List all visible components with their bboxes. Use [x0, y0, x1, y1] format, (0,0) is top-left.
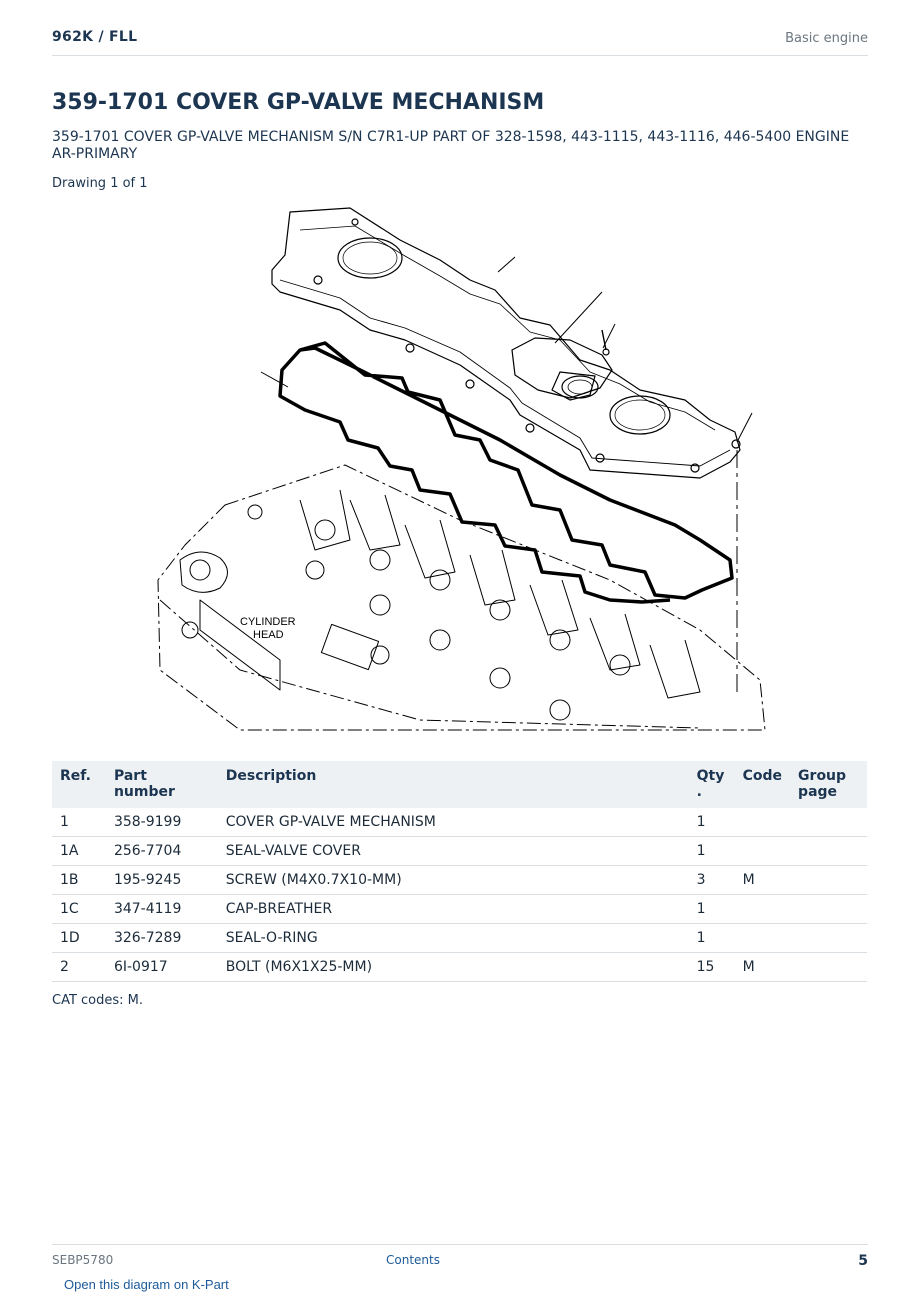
cell-ref: 1B: [52, 866, 106, 895]
cylinder-head-ports: [180, 552, 228, 592]
cell-part: 326-7289: [106, 924, 218, 953]
parts-diagram: [140, 200, 780, 735]
oil-filler-port: [338, 238, 402, 278]
table-row: [52, 953, 867, 982]
bolt-head-2: [406, 344, 414, 352]
cell-code: [735, 924, 790, 953]
cell-qty: 1: [689, 924, 735, 953]
footer-doc-id: SEBP5780: [52, 1253, 114, 1267]
table-row: [52, 866, 867, 895]
breather-outlet-inner: [568, 380, 592, 394]
cell-group: [790, 895, 867, 924]
cell-part: 6I-0917: [106, 953, 218, 982]
contents-link[interactable]: Contents: [386, 1253, 440, 1267]
cell-qty: 15: [689, 953, 735, 982]
cylinder-head-bore-10: [550, 700, 570, 720]
header-code: Code: [735, 761, 790, 808]
table-row: [52, 895, 867, 924]
cell-group: [790, 837, 867, 866]
cylinder-head-port-1: [190, 560, 210, 580]
header-ref: Ref.: [52, 761, 106, 808]
cylinder-head-rib-7: [650, 640, 700, 698]
page-subtitle: 359-1701 COVER GP-VALVE MECHANISM S/N C7R1-UP PART OF 328-1598, 443-1115, 443-1116, 446-5400 ENGINE AR-PRIMARY: [52, 129, 850, 162]
header-section: Basic engine: [785, 31, 868, 46]
cell-code: [735, 895, 790, 924]
valve-cover-seal: [300, 343, 732, 598]
cylinder-head-plate: [321, 624, 378, 669]
bolt-head-3: [466, 380, 474, 388]
oil-filler-port-inner: [343, 242, 397, 274]
cell-desc: SCREW (M4X0.7X10-MM): [218, 866, 689, 895]
table-row: [52, 808, 867, 837]
cell-group: [790, 953, 867, 982]
parts-table-header-row: [52, 761, 867, 808]
parts-table: [52, 761, 867, 982]
cell-ref: 1C: [52, 895, 106, 924]
cat-codes-note: CAT codes: M.: [52, 993, 144, 1008]
cell-ref: 1D: [52, 924, 106, 953]
drawing-count: Drawing 1 of 1: [52, 176, 148, 191]
cell-group: [790, 808, 867, 837]
cell-code: M: [735, 866, 790, 895]
cylinder-head-bore-7: [370, 595, 390, 615]
cylinder-head-label-1: CYLINDER: [240, 616, 296, 628]
cylinder-head-rib-6: [590, 614, 640, 670]
table-row: [52, 837, 867, 866]
header-desc: Description: [218, 761, 689, 808]
bolt-head-1: [314, 276, 322, 284]
cell-desc: CAP-BREATHER: [218, 895, 689, 924]
bolt-head-4: [526, 424, 534, 432]
cell-ref: 1A: [52, 837, 106, 866]
cylinder-head-bore-9: [490, 668, 510, 688]
valve-cover-ridge: [300, 226, 715, 430]
cell-code: M: [735, 953, 790, 982]
cylinder-head-bore-1: [315, 520, 335, 540]
cylinder-head-bore-3: [430, 570, 450, 590]
footer-divider: [52, 1244, 868, 1245]
header-group: Group page: [790, 761, 867, 808]
cell-ref: 2: [52, 953, 106, 982]
callout-line-2: [737, 413, 752, 442]
cylinder-head-rib-4: [470, 550, 515, 605]
header-part: Part number: [106, 761, 218, 808]
cell-group: [790, 866, 867, 895]
cell-qty: 1: [689, 837, 735, 866]
cylinder-head-port-3: [248, 505, 262, 519]
cylinder-head-port-2: [182, 622, 198, 638]
cylinder-head-rib-5: [530, 580, 578, 635]
cylinder-head-bore-6: [610, 655, 630, 675]
cylinder-head-rib-3: [405, 520, 455, 578]
callout-line-1a: [261, 372, 288, 387]
callout-line-1c: [555, 292, 602, 343]
cell-qty: 1: [689, 808, 735, 837]
header-qty: Qty .: [689, 761, 735, 808]
cylinder-head-label-2: HEAD: [253, 629, 284, 641]
cell-code: [735, 808, 790, 837]
cell-desc: COVER GP-VALVE MECHANISM: [218, 808, 689, 837]
cylinder-head-bore-11: [306, 561, 324, 579]
breather-port: [610, 396, 670, 434]
cell-qty: 3: [689, 866, 735, 895]
cylinder-head-bore-2: [370, 550, 390, 570]
cell-ref: 1: [52, 808, 106, 837]
cell-part: 256-7704: [106, 837, 218, 866]
page-number: 5: [858, 1253, 868, 1269]
bolt-head-8: [352, 219, 358, 225]
kpart-link[interactable]: Open this diagram on K-Part: [64, 1277, 229, 1292]
cell-group: [790, 924, 867, 953]
cell-part: 347-4119: [106, 895, 218, 924]
callout-line-1: [498, 257, 515, 272]
cell-qty: 1: [689, 895, 735, 924]
cell-desc: SEAL-VALVE COVER: [218, 837, 689, 866]
header-divider: [52, 55, 868, 56]
cell-part: 358-9199: [106, 808, 218, 837]
cell-code: [735, 837, 790, 866]
page-title: 359-1701 COVER GP-VALVE MECHANISM: [52, 90, 545, 115]
cell-desc: SEAL-O-RING: [218, 924, 689, 953]
header-model: 962K / FLL: [52, 29, 138, 45]
cell-desc: BOLT (M6X1X25-MM): [218, 953, 689, 982]
table-row: [52, 924, 867, 953]
cylinder-head-bore-8: [430, 630, 450, 650]
cell-part: 195-9245: [106, 866, 218, 895]
cylinder-head-rib-2: [350, 495, 400, 550]
breather-port-inner: [615, 400, 665, 430]
